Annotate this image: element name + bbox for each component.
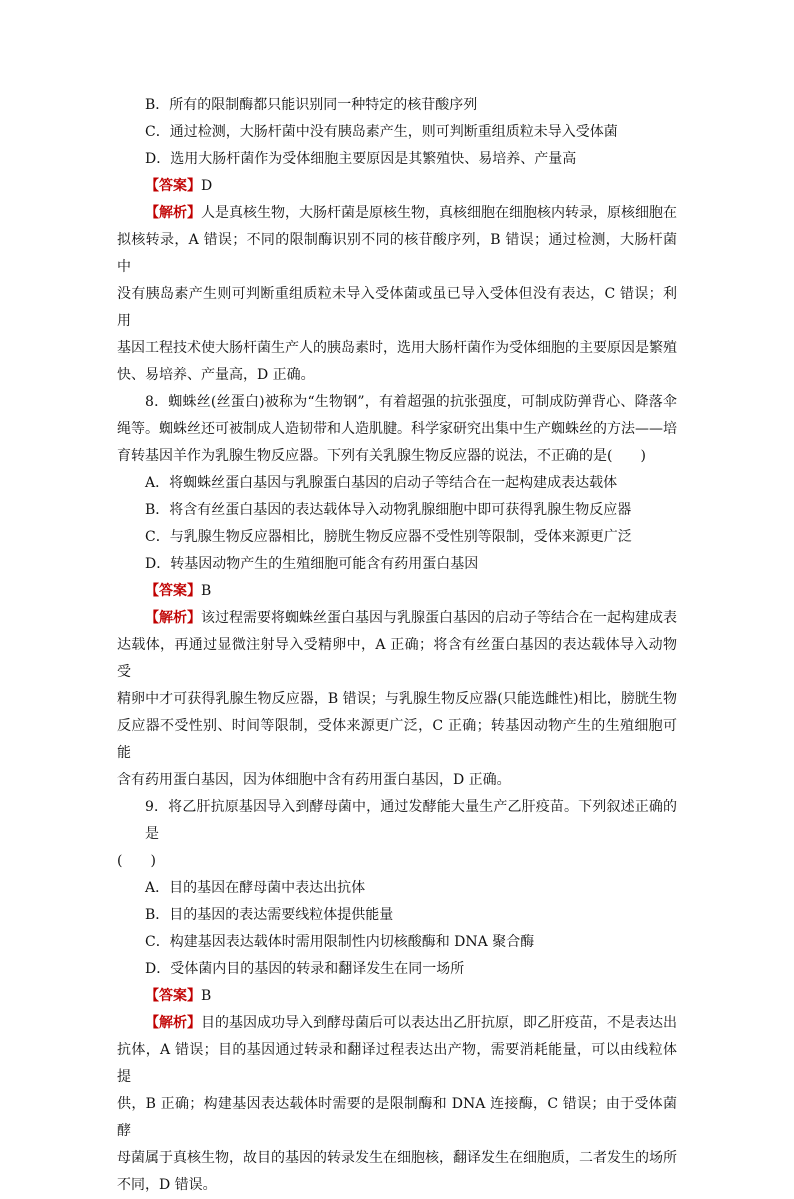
q7-option-c: C．通过检测，大肠杆菌中没有胰岛素产生，则可判断重组质粒未导入受体菌 xyxy=(145,124,618,140)
analysis-text: 该过程需要将蜘蛛丝蛋白基因与乳腺蛋白基因的启动子等结合在一起构建成表 xyxy=(201,610,677,626)
q9-answer xyxy=(117,983,677,1010)
q9-option-d: D．受体菌内目的基因的转录和翻译发生在同一场所 xyxy=(145,961,465,977)
answer-value: B xyxy=(201,988,212,1004)
q8-analysis-line-5: 含有药用蛋白基因，因为体细胞中含有药用蛋白基因，D 正确。 xyxy=(117,772,511,788)
q9-analysis-line-2: 抗体，A 错误；目的基因通过转录和翻译过程表达出产物，需要消耗能量，可以由线粒体提 xyxy=(117,1042,677,1085)
q9-analysis-line-4: 母菌属于真核生物，故目的基因的转录发生在细胞核，翻译发生在细胞质，二者发生的场所 xyxy=(117,1150,677,1166)
q7-option-d: D．选用大肠杆菌作为受体细胞主要原因是其繁殖快、易培养、产量高 xyxy=(145,151,577,167)
q7-answer xyxy=(117,173,677,200)
analysis-tag: 【解析】 xyxy=(145,1015,201,1031)
q8-stem-line-2: 绳等。蜘蛛丝还可被制成人造韧带和人造肌腱。科学家研究出集中生产蜘蛛丝的方法——培 xyxy=(117,421,677,437)
analysis-text: 人是真核生物，大肠杆菌是原核生物，真核细胞在细胞核内转录，原核细胞在 xyxy=(201,205,677,221)
q8-analysis-line-4: 反应器不受性别、时间等限制，受体来源更广泛，C 正确；转基因动物产生的生殖细胞可能 xyxy=(117,718,677,761)
q9-stem-line-2: ( ) xyxy=(117,853,156,869)
q7-analysis-line-3: 没有胰岛素产生则可判断重组质粒未导入受体菌或虽已导入受体但没有表达，C 错误；利用 xyxy=(117,286,677,329)
answer-value: D xyxy=(201,178,213,194)
document-page xyxy=(117,92,677,1199)
q7-analysis-line-1 xyxy=(117,200,677,227)
q8-answer xyxy=(117,578,677,605)
q8-analysis-line-2: 达载体，再通过显微注射导入受精卵中，A 正确；将含有丝蛋白基因的表达载体导入动物受 xyxy=(117,637,677,680)
q8-option-d: D．转基因动物产生的生殖细胞可能含有药用蛋白基因 xyxy=(145,556,479,572)
q7-option-b: B．所有的限制酶都只能识别同一种特定的核苷酸序列 xyxy=(145,97,478,113)
q8-stem-line-1: 8．蜘蛛丝(丝蛋白)被称为“生物钢”，有着超强的抗张强度，可制成防弹背心、降落伞 xyxy=(145,394,677,410)
q8-option-a: A．将蜘蛛丝蛋白基因与乳腺蛋白基因的启动子等结合在一起构建成表达载体 xyxy=(145,475,618,491)
q7-analysis-line-5: 快、易培养、产量高，D 正确。 xyxy=(117,367,315,383)
answer-tag: 【答案】 xyxy=(145,178,201,194)
q8-analysis-line-1 xyxy=(117,605,677,632)
q9-option-a: A．目的基因在酵母菌中表达出抗体 xyxy=(145,880,366,896)
q9-analysis-line-1 xyxy=(117,1010,677,1037)
answer-tag: 【答案】 xyxy=(145,583,201,599)
q8-option-c: C．与乳腺生物反应器相比，膀胱生物反应器不受性别等限制，受体来源更广泛 xyxy=(145,529,632,545)
q8-stem-line-3: 育转基因羊作为乳腺生物反应器。下列有关乳腺生物反应器的说法，不正确的是( ) xyxy=(117,448,646,464)
q9-analysis-line-3: 供，B 正确；构建基因表达载体时需要的是限制酶和 DNA 连接酶，C 错误；由于受体菌酵 xyxy=(117,1096,677,1139)
q8-analysis-line-3: 精卵中才可获得乳腺生物反应器，B 错误；与乳腺生物反应器(只能选雌性)相比，膀胱生物 xyxy=(117,691,677,707)
answer-tag: 【答案】 xyxy=(145,988,201,1004)
q7-analysis-line-4: 基因工程技术使大肠杆菌生产人的胰岛素时，选用大肠杆菌作为受体细胞的主要原因是繁殖 xyxy=(117,340,677,356)
q9-option-c: C．构建基因表达载体时需用限制性内切核酸酶和 DNA 聚合酶 xyxy=(145,934,535,950)
q7-analysis-line-2: 拟核转录，A 错误；不同的限制酶识别不同的核苷酸序列，B 错误；通过检测，大肠杆菌中 xyxy=(117,232,677,275)
q9-option-b: B．目的基因的表达需要线粒体提供能量 xyxy=(145,907,394,923)
analysis-text: 目的基因成功导入到酵母菌后可以表达出乙肝抗原，即乙肝疫苗，不是表达出 xyxy=(201,1015,677,1031)
q8-option-b: B．将含有丝蛋白基因的表达载体导入动物乳腺细胞中即可获得乳腺生物反应器 xyxy=(145,502,632,518)
analysis-tag: 【解析】 xyxy=(145,205,201,221)
q9-stem-line-1: 9．将乙肝抗原基因导入到酵母菌中，通过发酵能大量生产乙肝疫苗。下列叙述正确的是 xyxy=(145,799,677,842)
answer-value: B xyxy=(201,583,212,599)
analysis-tag: 【解析】 xyxy=(145,610,201,626)
q9-analysis-line-5: 不同，D 错误。 xyxy=(117,1177,217,1193)
